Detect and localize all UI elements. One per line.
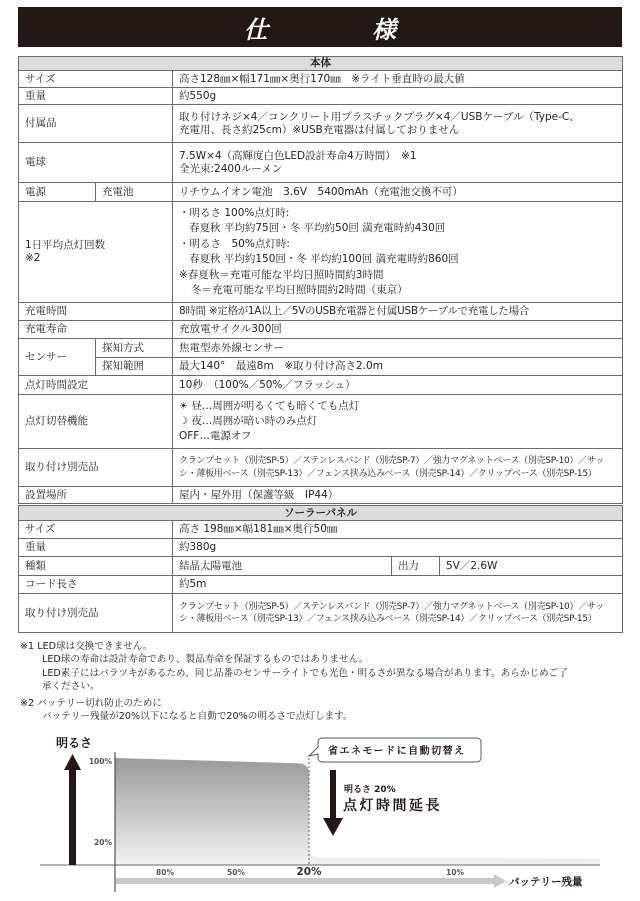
mode-day xyxy=(179,399,616,414)
row-value-power: リチウムイオン電池 3.6V 5400mAh（充電池交換不可） xyxy=(173,183,623,202)
solar-label-weight: 重量 xyxy=(19,539,173,557)
brightness-chart-svg xyxy=(0,730,640,897)
note-1-line: LED素子にはバラツキがあるため、同じ品番のセンサーライトでも光色・明るさが異なる場合があります。あらかじめご了 xyxy=(42,667,568,679)
row-value-accessories xyxy=(173,105,623,143)
solar-label-output: 出力 xyxy=(392,557,440,576)
daily-line: 冬＝充電可能な平均日照時間約2時間（東京） xyxy=(191,284,408,296)
solar-panel-spec-table xyxy=(18,505,623,633)
x-axis-label: バッテリー残量 xyxy=(509,876,583,888)
annotation-sub-label: 明るさ 20% xyxy=(344,785,396,795)
table-row xyxy=(19,105,623,143)
table-row xyxy=(19,71,623,88)
brightness-down-arrow-icon xyxy=(323,770,343,836)
callout-bubble xyxy=(309,738,481,762)
y-tick-label: 100% xyxy=(88,757,112,766)
table-row xyxy=(19,376,623,395)
page-title-bar xyxy=(18,7,622,47)
row-value-charge-time: 8時間 ※定格が1A以上／5VのUSB充電器と付属USBケーブルで充電した場合 xyxy=(173,303,623,321)
table-row xyxy=(19,557,623,576)
solar-value-type: 結晶太陽電池 xyxy=(173,557,392,576)
sun-icon: ☀ xyxy=(179,401,188,412)
note-1-line: 承ください。 xyxy=(42,680,100,692)
main-unit-spec-table xyxy=(18,56,623,504)
row-value-bulb xyxy=(173,143,623,183)
solar-value-size: 高さ 198㎜×幅181㎜×奥行50㎜ xyxy=(173,521,623,539)
y-tick-label: 20% xyxy=(94,838,112,847)
annotation-main-label: 点灯時間延長 xyxy=(343,798,442,814)
note-2-line: バッテリー残量が20%以下になると自動で20%の明るさで点灯します。 xyxy=(42,711,353,723)
row-label-charge-time: 充電時間 xyxy=(19,303,173,321)
row-label-power: 電源 xyxy=(19,183,96,202)
daily-label-line: 1日平均点灯回数 xyxy=(25,239,106,251)
solar-label-type: 種類 xyxy=(19,557,173,576)
solar-value-weight: 約380g xyxy=(173,539,623,557)
bulb-line: 全光束:2400ルーメン xyxy=(179,162,283,175)
solar-label-cord: コード長さ xyxy=(19,576,173,594)
bulb-line: 7.5W×4（高輝度白色LED設計寿命4万時間） ※1 xyxy=(179,149,417,162)
brightness-chart xyxy=(0,730,640,897)
solar-value-output: 5V／2.6W xyxy=(440,557,623,576)
main-unit-header: 本体 xyxy=(19,57,623,71)
note-1-line: LED球は交換できません。 xyxy=(37,641,153,652)
table-row xyxy=(19,449,623,487)
x-tick-label: 20% xyxy=(296,866,322,878)
note-2-line: バッテリー切れ防止のために xyxy=(37,698,162,710)
daily-line: 春夏秋 平均約75回・冬 平均約50回 満充電時約430回 xyxy=(189,222,446,234)
table-row xyxy=(19,576,623,594)
row-label-bulb: 電球 xyxy=(19,143,173,183)
row-label-daily xyxy=(19,202,173,303)
daily-line: ・明るさ 50%点灯時: xyxy=(179,237,290,250)
row-value-timer: 10秒 （100%／50%／フラッシュ） xyxy=(173,376,623,395)
callout-text: 省エネモードに自動切替え xyxy=(328,746,466,757)
row-sublabel-range: 探知範囲 xyxy=(96,358,173,376)
note-1-line: LED球の寿命は設計寿命であり、製品寿命を保証するものではありません。 xyxy=(42,654,369,666)
y-axis-label: 明るさ xyxy=(56,736,93,750)
page-title: 仕 様 xyxy=(244,15,436,44)
x-tick-label: 50% xyxy=(227,868,245,877)
row-label-location: 設置場所 xyxy=(19,487,173,504)
table-row xyxy=(19,521,623,539)
solar-value-options xyxy=(173,594,623,633)
note-2 xyxy=(20,697,620,710)
row-value-mode xyxy=(173,395,623,449)
row-label-mode: 点灯切替機能 xyxy=(19,395,173,449)
row-label-options: 取り付け別売品 xyxy=(19,449,173,487)
table-row xyxy=(19,202,623,303)
mode-night xyxy=(179,414,616,429)
options-line: シ・薄板用ベース（別売SP-13）／フェンス挟み込みベース（別売SP-14）／クリップベース（別売SP-15） xyxy=(179,614,597,624)
options-line: クランプセット（別売SP-5）／ステンレスバンド（別売SP-7）／強力マグネットベース（別売SP-10）／サッ xyxy=(179,601,605,612)
solar-label-options: 取り付け別売品 xyxy=(19,594,173,633)
note-1 xyxy=(20,640,620,653)
note-2-mark: ※2 xyxy=(20,698,35,710)
x-tick-label: 10% xyxy=(446,868,464,877)
table-row xyxy=(19,487,623,504)
row-label-accessories: 付属品 xyxy=(19,105,173,143)
row-label-timer: 点灯時間設定 xyxy=(19,376,173,395)
mode-night-text: 夜…周囲が暗い時のみ点灯 xyxy=(191,415,318,427)
row-value-charge-life: 充放電サイクル300回 xyxy=(173,321,623,339)
table-row xyxy=(19,321,623,339)
row-label-weight: 重量 xyxy=(19,88,173,105)
daily-label-note: ※2 xyxy=(25,252,41,264)
accessories-line: 取り付けネジ×4／コンクリート用プラスチックプラグ×4／USBケーブル（Type-C、 xyxy=(179,110,580,123)
mode-day-text: 昼…周囲が明るくても暗くても点灯 xyxy=(191,400,360,412)
table-row xyxy=(19,594,623,633)
row-sublabel-method: 探知方式 xyxy=(96,339,173,358)
table-row xyxy=(19,539,623,557)
table-row xyxy=(19,143,623,183)
row-value-daily xyxy=(173,202,623,303)
daily-line: ・明るさ 100%点灯時: xyxy=(179,206,290,219)
row-label-sensor: センサー xyxy=(19,339,96,376)
footnotes xyxy=(20,640,620,724)
solar-value-cord: 約5m xyxy=(173,576,623,594)
note-1-mark: ※1 xyxy=(20,641,35,652)
table-row xyxy=(19,358,623,376)
row-label-size: サイズ xyxy=(19,71,173,88)
row-label-charge-life: 充電寿命 xyxy=(19,321,173,339)
table-row xyxy=(19,88,623,105)
table-row xyxy=(19,395,623,449)
accessories-line: 充電用、長さ約25cm）※USB充電器は付属しておりません xyxy=(179,123,460,136)
options-line: クランプセット（別売SP-5）／ステンレスバンド（別売SP-7）／強力マグネットベース（別売SP-10）／サッ xyxy=(179,456,605,466)
row-value-size: 高さ128㎜×幅171㎜×奥行170㎜ ※ライト垂直時の最大値 xyxy=(173,71,623,88)
row-value-range: 最大140° 最遠8m ※取り付け高さ2.0m xyxy=(173,358,623,376)
mode-off-text: OFF…電源オフ xyxy=(179,430,252,442)
table-row xyxy=(19,183,623,202)
options-line: シ・薄板用ベース（別売SP-13）／フェンス挟み込みベース（別売SP-14）／クリップベース（別売SP-15） xyxy=(179,468,597,479)
solar-panel-header: ソーラーパネル xyxy=(19,506,623,521)
solar-label-size: サイズ xyxy=(19,521,173,539)
moon-icon: ☽ xyxy=(179,416,188,427)
table-row xyxy=(19,339,623,358)
row-sublabel-battery: 充電池 xyxy=(96,183,173,202)
row-value-location: 屋内・屋外用（保護等級 IP44） xyxy=(173,487,623,504)
x-tick-label: 80% xyxy=(156,868,174,877)
brightness-up-arrow-icon xyxy=(64,754,81,865)
row-value-method: 焦電型赤外線センサー xyxy=(173,339,623,358)
daily-line: 春夏秋 平均約150回・冬 平均約100回 満充電時約860回 xyxy=(189,253,459,265)
row-value-options xyxy=(173,449,623,487)
row-value-weight: 約550g xyxy=(173,88,623,105)
daily-line: ※春夏秋＝充電可能な平均日照時間約3時間 xyxy=(179,268,384,281)
table-row xyxy=(19,303,623,321)
